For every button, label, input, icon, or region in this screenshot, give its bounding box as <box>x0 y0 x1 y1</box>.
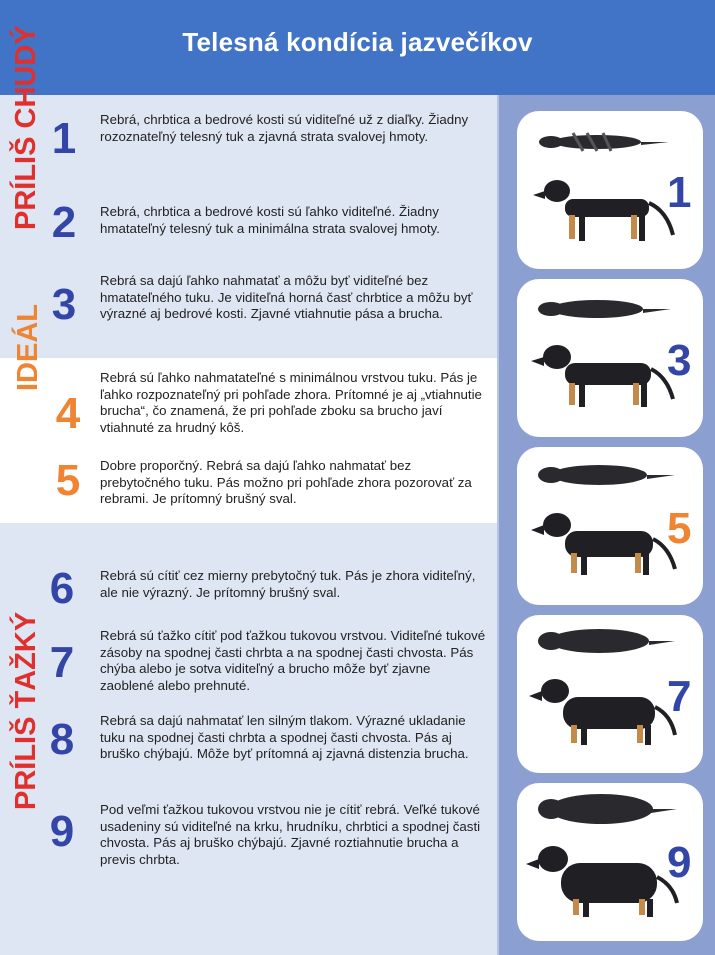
score-description-8: Rebrá sa dajú nahmatať len silným tlakom. Výrazné ukladanie tuku na spodnej časti chrbta a spodnej časti chvosta. Pás aj bruško chýbajú. Môže byť prítomná aj zjavná distenzia brucha. <box>100 713 469 762</box>
page-title: Telesná kondícia jazvečíkov <box>182 27 533 57</box>
card-number-7: 7 <box>667 672 692 721</box>
score-number-7: 7 <box>49 638 75 687</box>
card-number-5: 5 <box>667 504 692 553</box>
dog-side-view-icon <box>526 846 677 917</box>
group-label-ideal: IDEÁL <box>12 304 44 391</box>
card-number-3: 3 <box>667 336 692 385</box>
column-divider <box>497 95 499 955</box>
dog-top-view-icon <box>538 465 675 485</box>
header-banner <box>0 0 715 95</box>
score-number-8: 8 <box>49 715 75 764</box>
dog-card-3 <box>517 279 703 437</box>
dog-card-1 <box>517 111 703 269</box>
dog-card-5 <box>517 447 703 605</box>
score-number-1: 1 <box>51 114 77 163</box>
score-number-6: 6 <box>49 564 75 613</box>
score-number-3: 3 <box>51 280 77 329</box>
score-description-6: Rebrá sú cítiť cez mierny prebytočný tuk. Pás je zhora viditeľný, ale nie výrazný. Je prítomný brušný sval. <box>100 568 476 600</box>
score-description-4: Rebrá sú ľahko nahmatateľné s minimálnou vrstvou tuku. Pás je ľahko rozpoznateľný pri pohľade zhora. Prítomné je aj „vtiahnutie brucha“, čo znamená, že pri pohľade zboku sa brucho javí vtiahnuté za hrudný kôš. <box>100 370 482 435</box>
group-label-too-heavy: PRÍLIŠ ŤAŽKÝ <box>10 611 42 810</box>
dog-card-9 <box>517 783 703 941</box>
score-number-9: 9 <box>49 807 75 856</box>
score-description-2: Rebrá, chrbtica a bedrové kosti sú ľahko viditeľné. Žiadny hmatateľný telesný tuk a minimálna strata svalovej hmoty. <box>100 204 440 236</box>
dog-top-view-icon <box>539 133 669 151</box>
score-description-3: Rebrá sa dajú ľahko nahmatať a môžu byť viditeľné bez hmatateľného tuku. Je viditeľná horná časť chrbtice a môžu byť výrazné aj bedrové kosti. Zjavné vtiahnutie pása a brucha. <box>100 273 473 322</box>
dog-side-view-icon <box>531 345 673 407</box>
score-description-5: Dobre proporčný. Rebrá sa dajú ľahko nahmatať bez prebytočného tuku. Pás možno pri pohľade zhora pozorovať za rebrami. Je prítomný brušný sval. <box>100 458 472 507</box>
dog-side-view-icon <box>533 180 673 241</box>
dog-top-view-icon <box>538 629 675 653</box>
dog-side-view-icon <box>531 513 675 575</box>
score-description-7: Rebrá sú ťažko cítiť pod ťažkou tukovou vrstvou. Viditeľné tukové zásoby na spodnej časti chrbta a na spodnej časti chvosta. Pás chýba alebo je sotva viditeľný a brucho môže byť zjavne zaoblené alebo prehnuté. <box>100 628 486 693</box>
card-number-9: 9 <box>667 838 692 887</box>
score-number-5: 5 <box>55 456 81 505</box>
score-number-4: 4 <box>55 389 81 438</box>
score-number-2: 2 <box>51 198 77 247</box>
dog-top-view-icon <box>538 794 677 824</box>
group-label-too-thin: PRÍLIŠ CHUDÝ <box>10 25 42 230</box>
dog-top-view-icon <box>538 300 671 318</box>
dog-side-view-icon <box>529 679 675 745</box>
card-number-1: 1 <box>667 168 692 217</box>
score-description-1: Rebrá, chrbtica a bedrové kosti sú viditeľné už z diaľky. Žiadny rozoznateľný telesný tuk a zjavná strata svalovej hmoty. <box>100 112 469 144</box>
score-description-9: Pod veľmi ťažkou tukovou vrstvou nie je cítiť rebrá. Veľké tukové usadeniny sú viditeľné na krku, hrudníku, chrbtici a spodnej časti chvosta. Pás aj bruško chýbajú. Zjavné roztiahnutie brucha a previs chrbta. <box>100 802 481 867</box>
dog-card-7 <box>517 615 703 773</box>
